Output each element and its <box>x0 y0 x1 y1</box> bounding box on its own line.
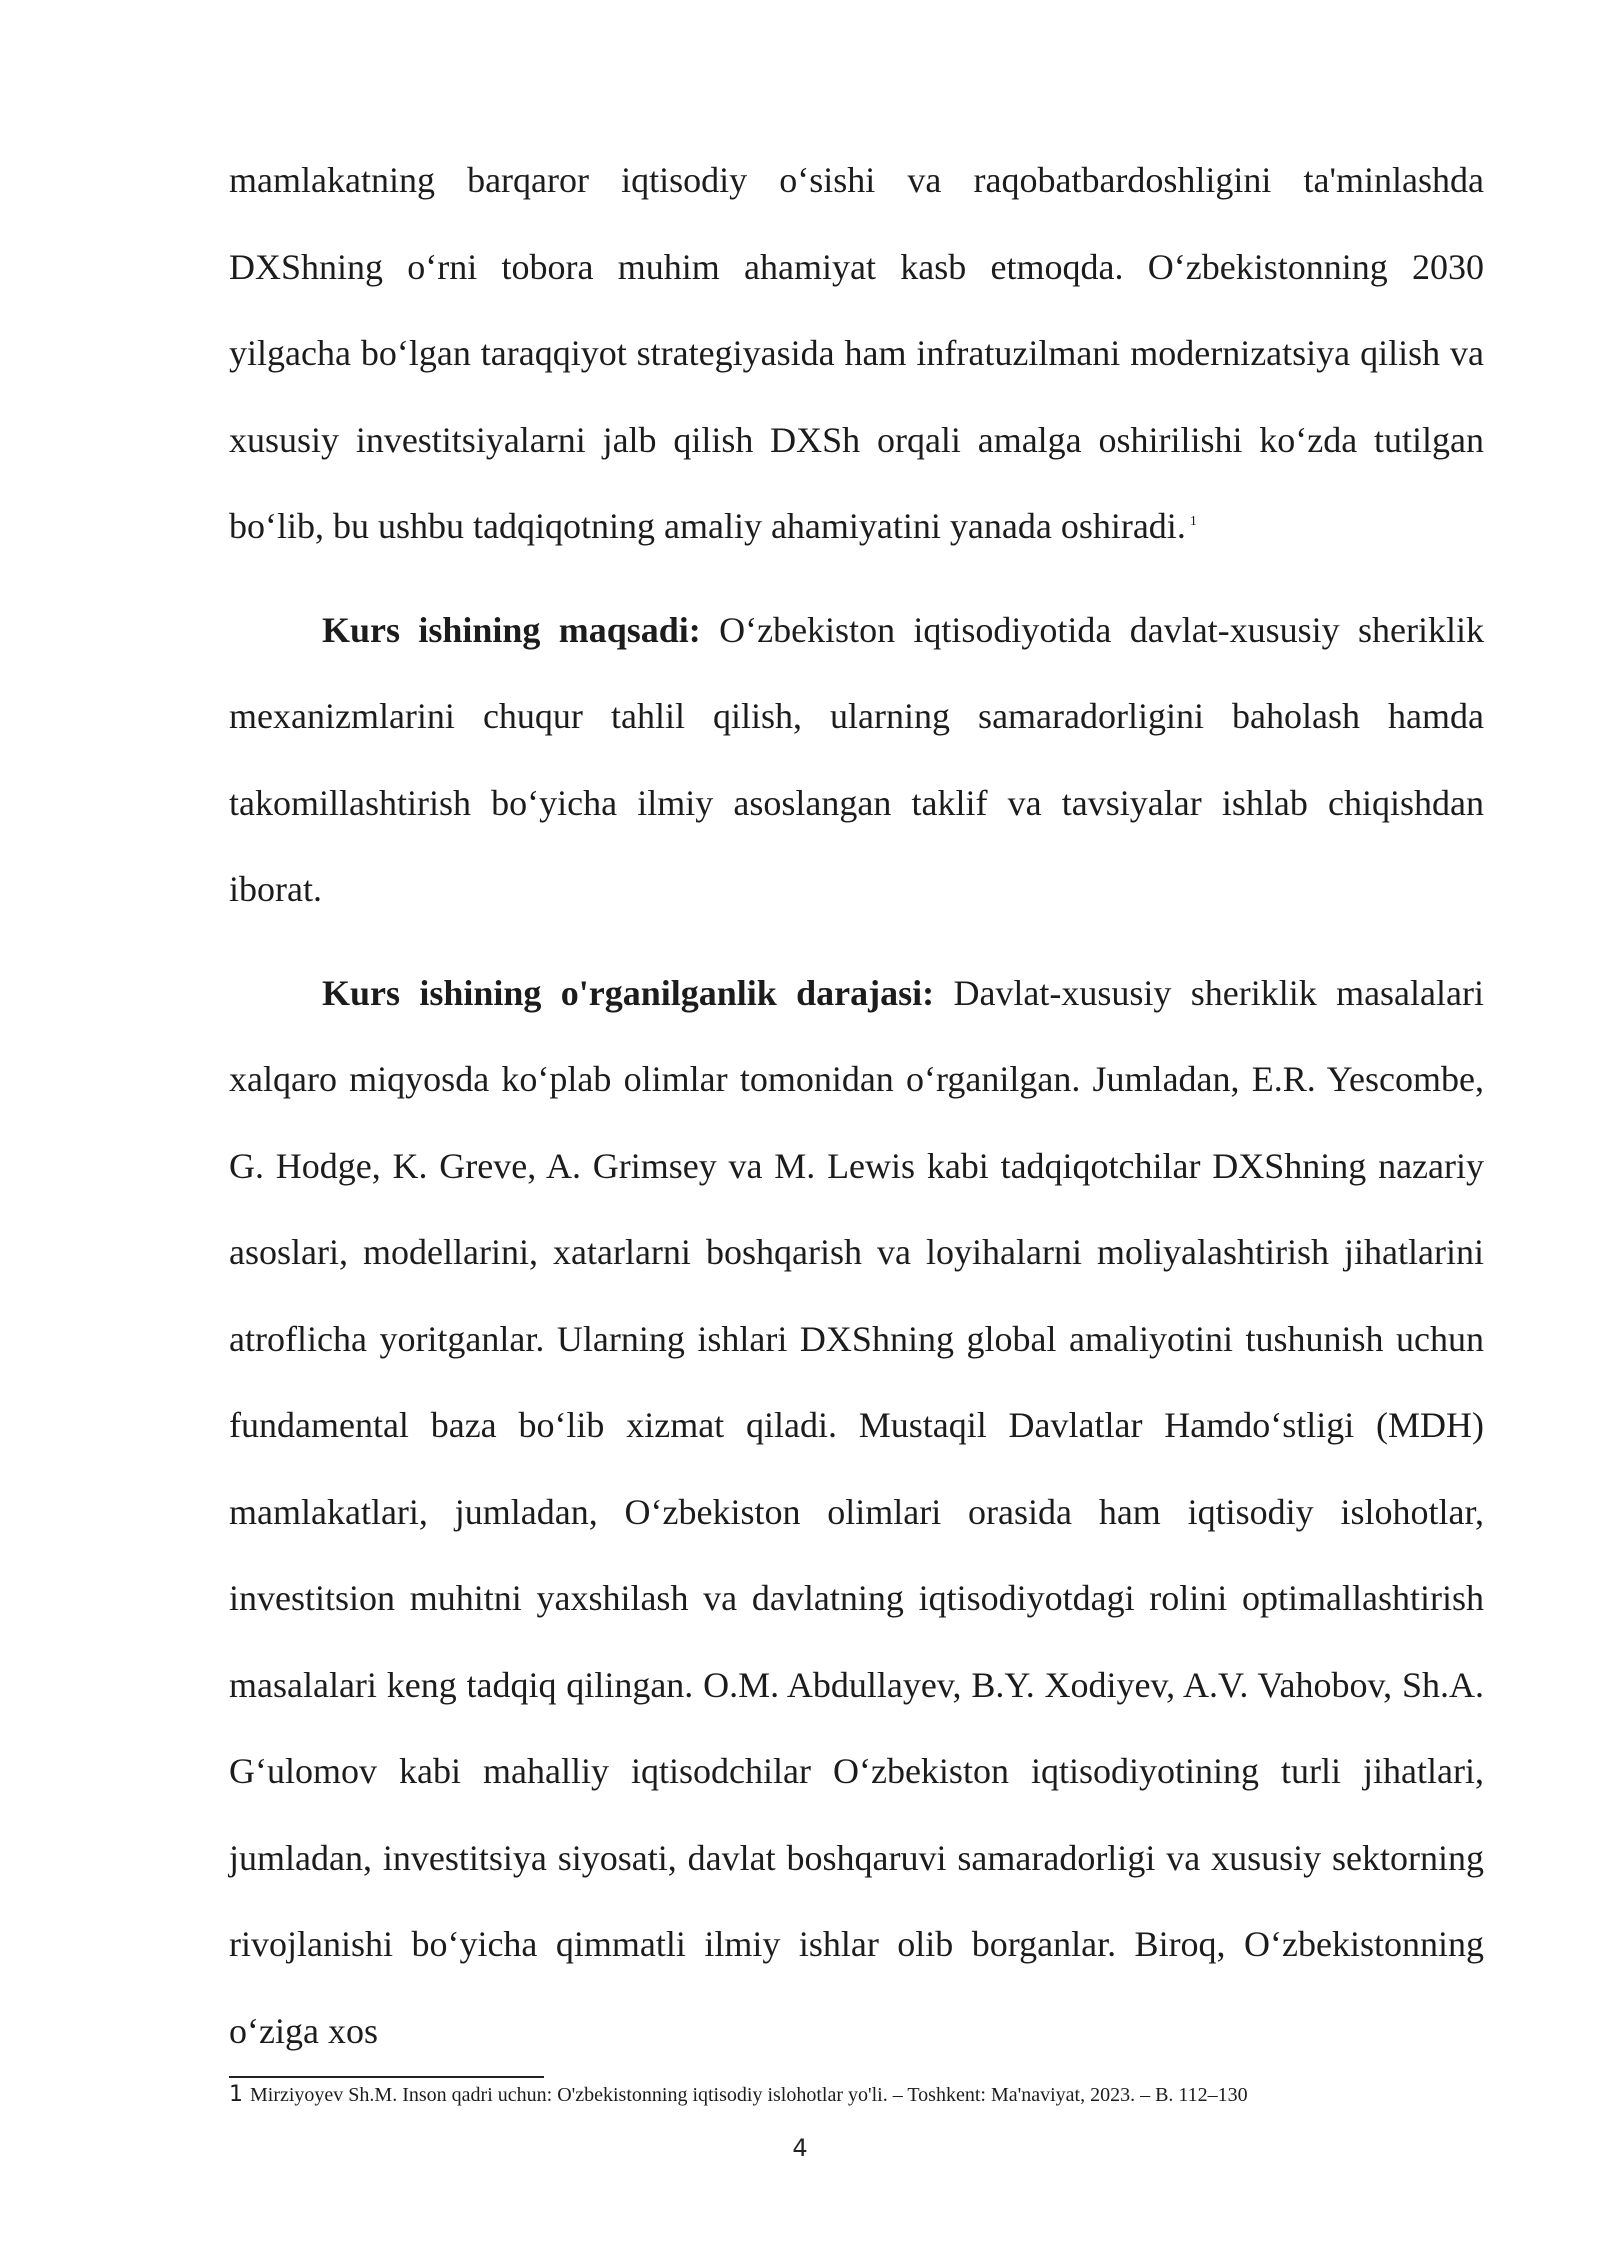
goal-text: O‘zbekiston iqtisodiyotida davlat-xususiy sheriklik mexanizmlarini chuqur tahlil qilish, ularning samaradorligini baholash hamda takomillashtirish bo‘yicha ilmiy asoslangan taklif va tavsiyalar ishlab chiqishdan iborat. <box>229 609 1484 909</box>
paragraph-goal <box>229 587 1484 933</box>
paragraph-intro-continuation <box>229 137 1484 570</box>
footnote <box>229 2080 1484 2110</box>
footnote-number: 1 <box>229 2082 243 2107</box>
footnote-text: Mirziyoyev Sh.M. Inson qadri uchun: O'zbekistonning iqtisodiy islohotlar yo'li. – Toshkent: Ma'naviyat, 2023. – B. 112–130 <box>250 2084 1248 2106</box>
literature-text: Davlat-xususiy sheriklik masalalari xalqaro miqyosda ko‘plab olimlar tomonidan o‘rganilgan. Jumladan, E.R. Yescombe, G. Hodge, K. Greve, A. Grimsey va M. Lewis kabi tadqiqotchilar DXShning nazariy asoslari, modellarini, xatarlarni boshqarish va loyihalarni moliyalashtirish jihatlarini atroflicha yoritganlar. Ularning ishlari DXShning global amaliyotini tushunish uchun fundamental baza bo‘lib xizmat qiladi. Mustaqil Davlatlar Hamdo‘stligi (MDH) mamlakatlari, jumladan, O‘zbekiston olimlari orasida ham iqtisodiy islohotlar, investitsion muhitni yaxshilash va davlatning iqtisodiyotdagi rolini optimallashtirish masalalari keng tadqiq qilingan. O.M. Abdullayev, B.Y. Xodiyev, A.V. Vahobov, Sh.A. G‘ulomov kabi mahalliy iqtisodchilar O‘zbekiston iqtisodiyotining turli jihatlari, jumladan, investitsiya siyosati, davlat boshqaruvi samaradorligi va xususiy sektorning rivojlanishi bo‘yicha qimmatli ilmiy ishlar olib borganlar. Biroq, O‘zbekistonning o‘ziga xos <box>229 972 1484 2051</box>
footnote-reference: 1 <box>1189 514 1197 529</box>
paragraph-literature-review <box>229 950 1484 2075</box>
page-number: 4 <box>792 2134 808 2162</box>
body-text <box>229 137 1484 2074</box>
paragraph-intro-text: mamlakatning barqaror iqtisodiy o‘sishi va raqobatbardoshligini ta'minlashda DXShning o‘rni tobora muhim ahamiyat kasb etmoqda. O‘zbekistonning 2030 yilgacha bo‘lgan taraqqiyot strategiyasida ham infratuzilmani modernizatsiya qilish va xususiy investitsiyalarni jalb qilish DXSh orqali amalga oshirilishi ko‘zda tutilgan bo‘lib, bu ushbu tadqiqotning amaliy ahamiyatini yanada oshiradi. <box>229 160 1484 546</box>
footnote-separator <box>229 2076 544 2078</box>
goal-heading: Kurs ishining maqsadi: <box>322 609 701 650</box>
literature-heading: Kurs ishining o'rganilganlik darajasi: <box>322 972 935 1013</box>
